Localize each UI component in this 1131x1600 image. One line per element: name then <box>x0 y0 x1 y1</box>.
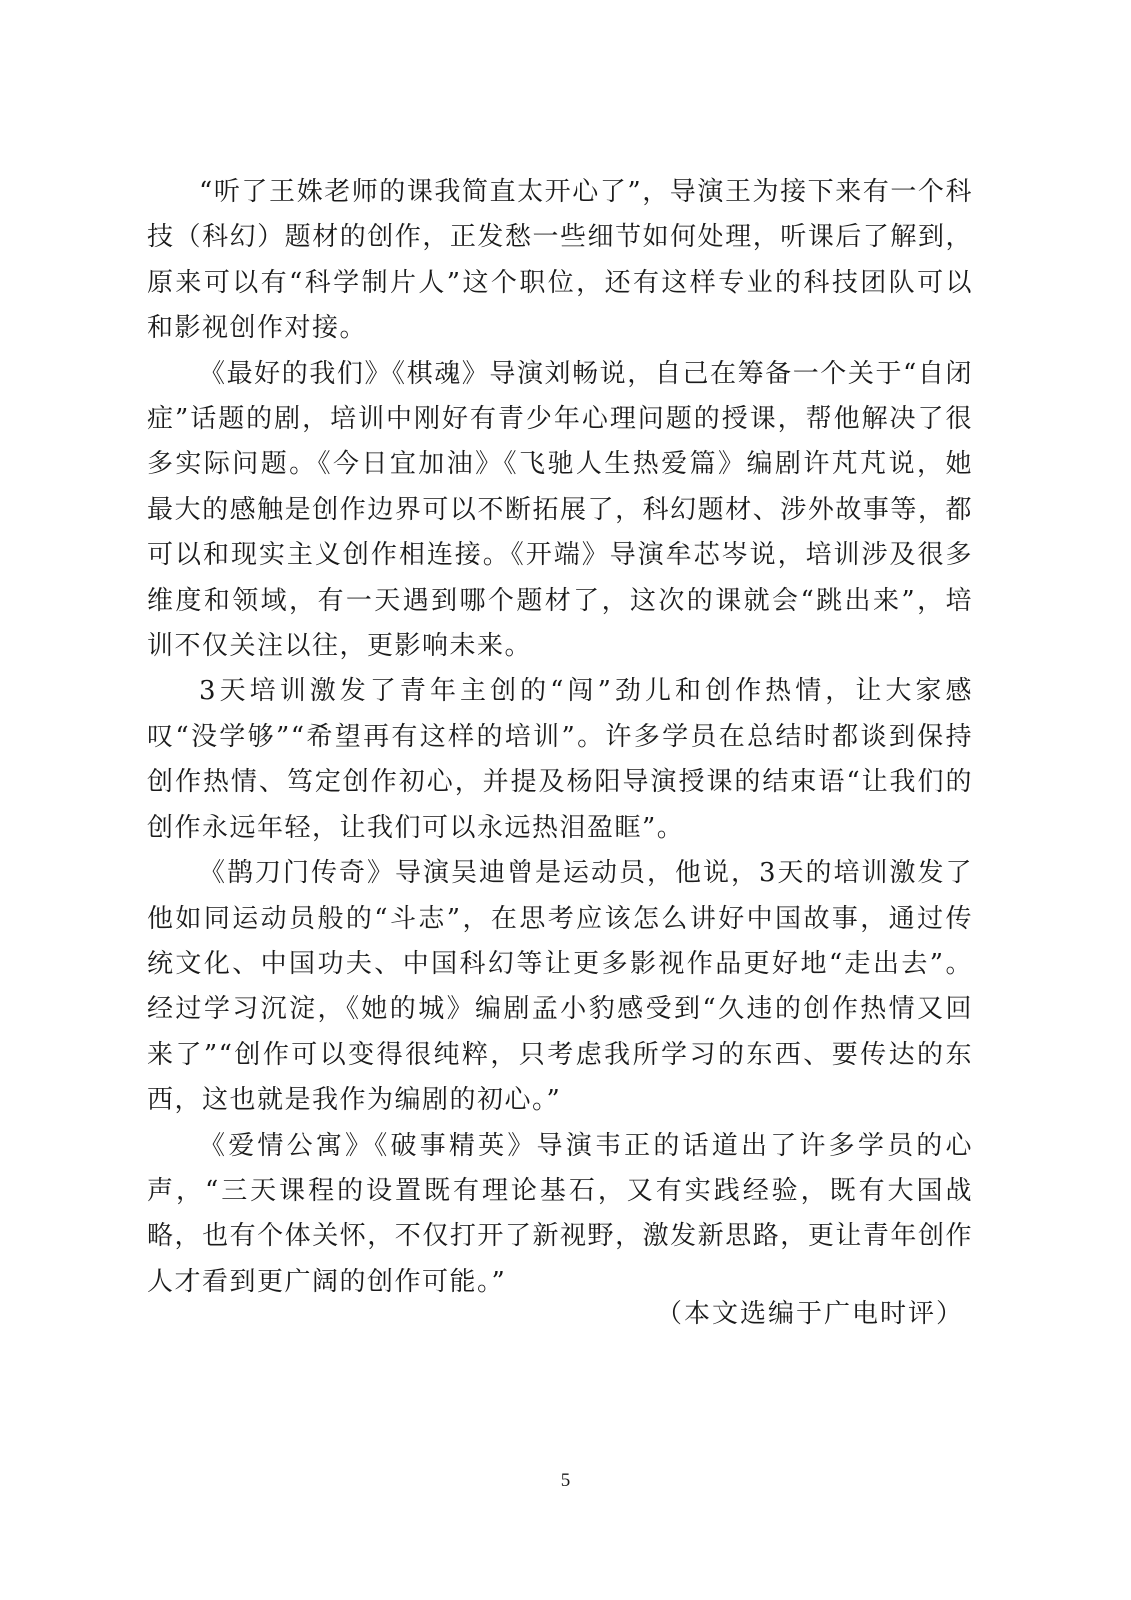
source-note: （本文选编于广电时评） <box>655 1299 964 1329</box>
paragraph-5: 《爱情公寓》《破事精英》导演韦正的话道出了许多学员的心声，“三天课程的设置既有理论基石，又有实践经验，既有大国战略，也有个体关怀，不仅打开了新视野，激发新思路，更让青年创作人才看到更广阔的创作可能。” <box>147 1130 973 1297</box>
paragraph-3: 3天培训激发了青年主创的“闯”劲儿和创作热情，让大家感叹“没学够”“希望再有这样的培训”。许多学员在总结时都谈到保持创作热情、笃定创作初心，并提及杨阳导演授课的结束语“让我们的创作永远年轻，让我们可以永远热泪盈眶”。 <box>147 676 973 843</box>
paragraph-1: “听了王姝老师的课我简直太开心了”，导演王为接下来有一个科技（科幻）题材的创作，正发愁一些细节如何处理，听课后了解到，原来可以有“科学制片人”这个职位，还有这样专业的科技团队可以和影视创作对接。 <box>147 177 973 344</box>
page-number: 5 <box>560 1470 571 1491</box>
paragraph-2: 《最好的我们》《棋魂》导演刘畅说，自己在筹备一个关于“自闭症”话题的剧，培训中刚好有青少年心理问题的授课，帮他解决了很多实际问题。《今日宜加油》《飞驰人生热爱篇》编剧许芃芃说，她最大的感触是创作边界可以不断拓展了，科幻题材、涉外故事等，都可以和现实主义创作相连接。《开端》导演牟芯岑说，培训涉及很多维度和领域，有一天遇到哪个题材了，这次的课就会“跳出来”，培训不仅关注以往，更影响未来。 <box>147 358 973 662</box>
paragraph-4: 《鹊刀门传奇》导演吴迪曾是运动员，他说，3天的培训激发了他如同运动员般的“斗志”，在思考应该怎么讲好中国故事，通过传统文化、中国功夫、中国科幻等让更多影视作品更好地“走出去”。经过学习沉淀，《她的城》编剧孟小豹感受到“久违的创作热情又回来了”“创作可以变得很纯粹，只考虑我所学习的东西、要传达的东西，这也就是我作为编剧的初心。” <box>147 858 973 1116</box>
article-body <box>147 170 973 1305</box>
